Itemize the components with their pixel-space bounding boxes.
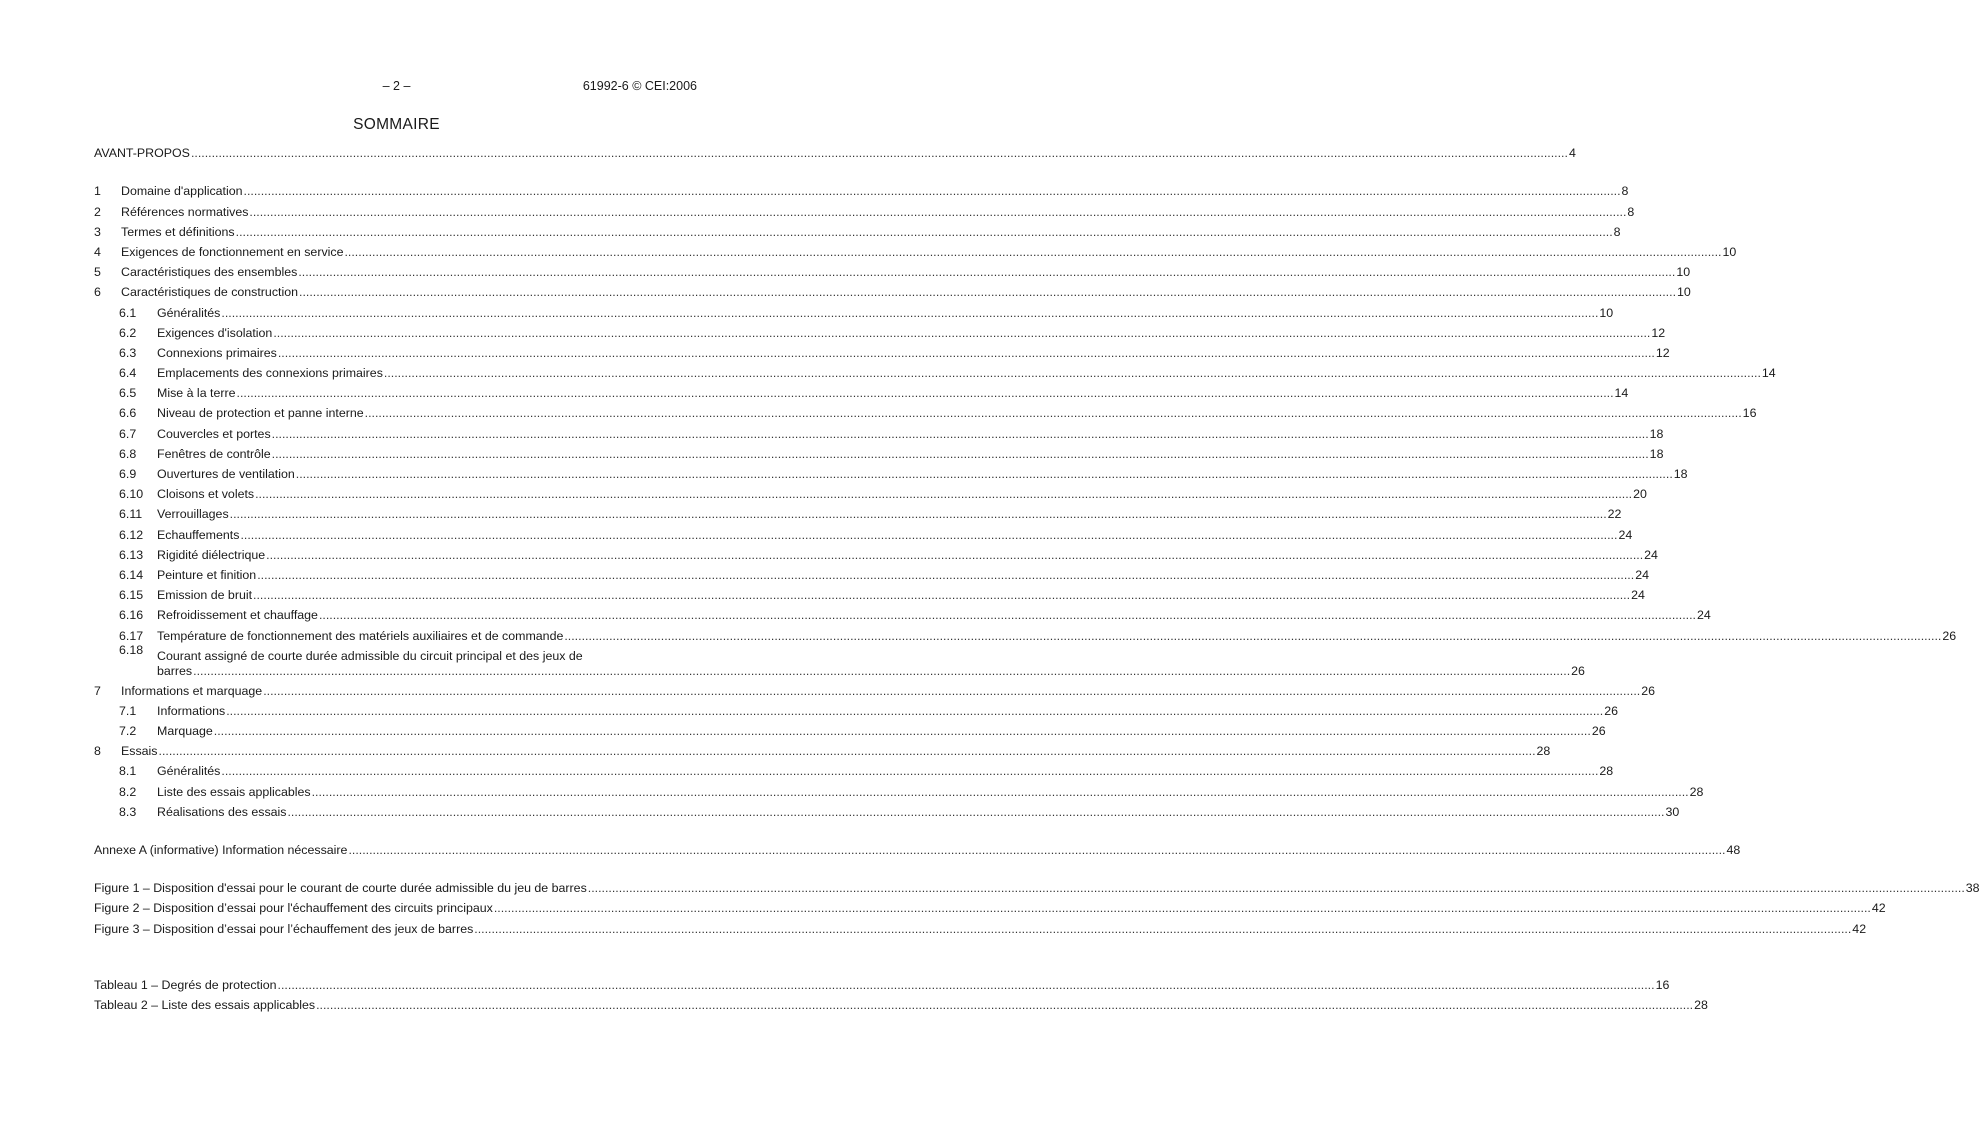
toc-entry-title: Réalisations des essais	[157, 804, 287, 819]
toc-entry-title: Généralités	[157, 305, 221, 320]
toc-entry-title: Tableau 1 – Degrés de protection	[94, 977, 277, 992]
toc-entry-number: 8.3	[119, 804, 137, 819]
toc-leader-dots: ................................................................................................................................................................................................................................................................................................................................................................................................................	[257, 567, 1635, 582]
toc-entry[interactable]	[94, 340, 1670, 360]
toc-entry-number: 6.12	[119, 527, 144, 542]
toc-entry-page: 24	[1618, 527, 1633, 542]
toc-entry-title: Emplacements des connexions primaires	[157, 366, 383, 381]
toc-entry[interactable]	[94, 642, 1585, 678]
toc-leader-dots: ................................................................................................................................................................................................................................................................................................................................................................................................................	[226, 703, 1604, 718]
toc-entry-title: Mise à la terre	[157, 386, 236, 401]
toc-entry[interactable]	[94, 481, 1647, 502]
toc-spacer	[94, 954, 698, 972]
toc-entry-title: Exigences d'isolation	[157, 325, 273, 340]
toc-entry[interactable]	[94, 895, 1886, 916]
toc-entry-title: Emission de bruit	[157, 588, 253, 603]
toc-entry[interactable]	[94, 622, 1957, 643]
toc-entry[interactable]	[94, 360, 1776, 381]
toc-entry-title: Fenêtres de contrôle	[157, 446, 271, 461]
toc-entry-number: 6.16	[119, 608, 144, 623]
toc-entry-title: Verrouillages	[157, 507, 229, 522]
toc-entry-title: Informations	[157, 703, 226, 718]
toc-entry-number: 6.10	[119, 487, 144, 502]
toc-entry[interactable]	[94, 239, 1737, 259]
toc-entry-page: 24	[1644, 547, 1658, 562]
toc-entry-title: Figure 2 – Disposition d’essai pour l'échauffement des circuits principaux	[94, 901, 493, 916]
toc-spacer	[94, 936, 698, 954]
toc-entry-title: Refroidissement et chauffage	[157, 608, 318, 623]
toc-entry-title: Peinture et finition	[157, 567, 257, 582]
toc-entry[interactable]	[94, 441, 1664, 461]
toc-entry-number: 8.2	[119, 784, 137, 799]
toc-entry[interactable]	[94, 320, 1666, 340]
toc-entry[interactable]	[94, 542, 1658, 562]
toc-entry[interactable]	[94, 738, 1551, 759]
toc-entry-number: 6.1	[119, 305, 137, 320]
toc-entry-number: 6.3	[119, 345, 137, 360]
toc-entry-title: Liste des essais applicables	[157, 784, 311, 799]
page-title: SOMMAIRE	[353, 116, 440, 133]
toc-entry-number: 6.9	[119, 467, 137, 481]
toc-entry[interactable]	[94, 562, 1649, 582]
toc-leader-dots: ................................................................................................................................................................................................................................................................................................................................................................................................................	[158, 744, 1536, 759]
toc-entry[interactable]	[94, 602, 1711, 623]
toc-entry-title: Courant assigné de courte durée admissible du circuit principal et des jeux de	[157, 648, 583, 663]
toc-leader-dots: ................................................................................................................................................................................................................................................................................................................................................................................................................	[277, 977, 1655, 992]
toc-spacer	[94, 857, 698, 875]
toc-entry-title: Annexe A (informative) Information nécessaire	[94, 843, 348, 857]
toc-leader-dots: ................................................................................................................................................................................................................................................................................................................................................................................................................	[287, 804, 1665, 819]
toc-entry-page: 28	[1694, 997, 1708, 1012]
toc-leader-dots: ................................................................................................................................................................................................................................................................................................................................................................................................................	[587, 881, 1965, 896]
toc-entry-page: 20	[1633, 487, 1647, 502]
toc-entry-number: 6.18	[119, 642, 144, 657]
toc-leader-dots: ................................................................................................................................................................................................................................................................................................................................................................................................................	[253, 588, 1631, 603]
toc-leader-dots: ................................................................................................................................................................................................................................................................................................................................................................................................................	[318, 608, 1696, 623]
toc-leader-dots: ................................................................................................................................................................................................................................................................................................................................................................................................................	[348, 843, 1726, 857]
toc-leader-dots: ................................................................................................................................................................................................................................................................................................................................................................................................................	[271, 446, 1649, 461]
toc-entry-number: 6.13	[119, 547, 144, 562]
toc-entry-title: Caractéristiques de construction	[121, 285, 298, 300]
toc-entry-title: Couvercles et portes	[157, 426, 271, 441]
toc-entry-page: 8	[1613, 224, 1621, 239]
toc-entry-number: 2	[94, 204, 101, 219]
toc-leader-dots: ................................................................................................................................................................................................................................................................................................................................................................................................................	[493, 901, 1871, 916]
toc-entry-page: 38	[1965, 881, 1980, 896]
toc-entry[interactable]	[94, 837, 1741, 857]
toc-entry-number: 6.15	[119, 588, 144, 603]
toc-entry-number: 1	[94, 184, 101, 199]
toc-entry-number: 5	[94, 265, 101, 280]
toc-entry[interactable]	[94, 582, 1645, 603]
toc-entry[interactable]	[94, 678, 1656, 698]
toc-leader-dots: ................................................................................................................................................................................................................................................................................................................................................................................................................	[249, 204, 1627, 219]
toc-leader-dots: ................................................................................................................................................................................................................................................................................................................................................................................................................	[316, 997, 1694, 1012]
toc-leader-dots: ................................................................................................................................................................................................................................................................................................................................................................................................................	[221, 305, 1599, 320]
toc-leader-dots: ................................................................................................................................................................................................................................................................................................................................................................................................................	[229, 507, 1607, 522]
toc-entry-title: Connexions primaires	[157, 345, 277, 360]
toc-leader-dots: ................................................................................................................................................................................................................................................................................................................................................................................................................	[213, 724, 1591, 739]
toc-entry[interactable]	[94, 718, 1606, 739]
toc-entry-page: 30	[1665, 804, 1680, 819]
toc-leader-dots: ................................................................................................................................................................................................................................................................................................................................................................................................................	[273, 325, 1651, 340]
toc-entry[interactable]	[94, 972, 1670, 992]
toc-entry-page: 24	[1631, 588, 1645, 603]
toc-entry-title: Rigidité diélectrique	[157, 547, 266, 562]
toc-entry-number: 6	[94, 285, 101, 300]
toc-entry-page: 26	[1604, 703, 1618, 718]
toc-entry-page: 12	[1655, 345, 1670, 360]
toc-entry-title: Références normatives	[121, 204, 249, 219]
toc-entry-number: 6.8	[119, 446, 137, 461]
toc-leader-dots: ................................................................................................................................................................................................................................................................................................................................................................................................................	[221, 764, 1599, 779]
toc-entry-page: 14	[1614, 386, 1629, 401]
toc-entry-number: 7.1	[119, 703, 137, 718]
toc-entry-page: 18	[1673, 467, 1688, 481]
toc-entry-title: Essais	[121, 744, 158, 759]
toc-entry-page: 12	[1651, 325, 1666, 340]
toc-entry-number: 6.5	[119, 386, 137, 401]
toc-entry-page: 48	[1726, 843, 1741, 857]
toc-entry-number: 8.1	[119, 764, 137, 779]
toc-entry-page: 42	[1852, 921, 1867, 936]
toc-entry-page: 26	[1571, 663, 1585, 678]
toc-entry[interactable]	[94, 758, 1614, 779]
toc-entry-page: 26	[1591, 724, 1606, 739]
toc-entry[interactable]	[94, 400, 1757, 421]
toc-entry[interactable]	[94, 875, 1980, 896]
toc-leader-dots: ................................................................................................................................................................................................................................................................................................................................................................................................................	[474, 921, 1852, 936]
toc-leader-dots: ................................................................................................................................................................................................................................................................................................................................................................................................................	[564, 628, 1942, 643]
toc-entry-page: 28	[1599, 764, 1614, 779]
toc-entry-title: Cloisons et volets	[157, 487, 255, 502]
toc-leader-dots: ................................................................................................................................................................................................................................................................................................................................................................................................................	[236, 386, 1614, 401]
toc-entry[interactable]	[94, 279, 1691, 300]
toc-entry-page: 18	[1649, 446, 1664, 461]
toc-leader-dots: ................................................................................................................................................................................................................................................................................................................................................................................................................	[193, 663, 1571, 678]
toc-entry-page: 16	[1655, 977, 1670, 992]
toc-leader-dots: ................................................................................................................................................................................................................................................................................................................................................................................................................	[298, 265, 1676, 280]
toc-entry-number: 4	[94, 244, 101, 259]
toc-entry[interactable]	[94, 219, 1621, 239]
toc-entry-title: Ouvertures de ventilation	[157, 467, 295, 481]
toc-leader-dots: ................................................................................................................................................................................................................................................................................................................................................................................................................	[240, 527, 1618, 542]
toc-entry[interactable]	[94, 915, 1867, 936]
toc-entry-number: 7.2	[119, 724, 137, 739]
toc-entry-page: 24	[1635, 567, 1649, 582]
toc-entry-number: 3	[94, 224, 101, 239]
toc-entry-number: 6.17	[119, 628, 144, 643]
toc-entry-number: 6.14	[119, 567, 144, 582]
toc-entry[interactable]	[94, 198, 1635, 219]
toc-entry[interactable]	[94, 799, 1680, 819]
toc-leader-dots: ................................................................................................................................................................................................................................................................................................................................................................................................................	[271, 426, 1649, 441]
toc-entry[interactable]	[94, 178, 1629, 199]
toc-entry-number: 8	[94, 744, 101, 759]
page-number: – 2 –	[382, 79, 411, 93]
toc-entry-number: 7	[94, 683, 101, 698]
toc-entry-title: Exigences de fonctionnement en service	[121, 244, 344, 259]
toc-entry-title: Figure 3 – Disposition d’essai pour l’échauffement des jeux de barres	[94, 921, 474, 936]
toc-entry[interactable]	[94, 992, 1708, 1012]
toc-entry-page: 10	[1676, 265, 1691, 280]
toc-entry[interactable]	[94, 380, 1629, 401]
toc-entry-page: 28	[1689, 784, 1704, 799]
toc-entry-page: 10	[1677, 285, 1691, 300]
toc-entry-title: Tableau 2 – Liste des essais applicables	[94, 997, 316, 1012]
toc-entry-title: Domaine d'application	[121, 184, 243, 199]
toc-leader-dots: ................................................................................................................................................................................................................................................................................................................................................................................................................	[364, 406, 1742, 421]
toc-entry-page: 4	[1568, 146, 1576, 161]
toc-entry-title: Figure 1 – Disposition d'essai pour le courant de courte durée admissible du jeu de barres	[94, 881, 587, 896]
toc-entry[interactable]	[94, 299, 1614, 320]
toc-leader-dots: ................................................................................................................................................................................................................................................................................................................................................................................................................	[295, 467, 1673, 481]
toc-entry-title: Température de fonctionnement des matériels auxiliaires et de commande	[157, 628, 564, 643]
toc-entry-page: 18	[1649, 426, 1664, 441]
toc-entry-page: 10	[1722, 244, 1737, 259]
toc-leader-dots: ................................................................................................................................................................................................................................................................................................................................................................................................................	[243, 184, 1621, 199]
toc-entry[interactable]	[94, 420, 1664, 441]
toc-entry-page: 22	[1607, 507, 1622, 522]
toc-entry[interactable]	[94, 501, 1622, 522]
toc-leader-dots: ................................................................................................................................................................................................................................................................................................................................................................................................................	[311, 784, 1689, 799]
toc-entry-title: AVANT-PROPOS	[94, 146, 190, 161]
toc-entry-number: 6.4	[119, 366, 137, 381]
toc-entry-number: 6.7	[119, 426, 137, 441]
toc-entry[interactable]	[94, 521, 1633, 542]
toc-entry-page: 8	[1627, 204, 1635, 219]
toc-leader-dots: ................................................................................................................................................................................................................................................................................................................................................................................................................	[344, 244, 1722, 259]
document-reference: 61992-6 © CEI:2006	[582, 79, 697, 93]
toc-leader-dots: ................................................................................................................................................................................................................................................................................................................................................................................................................	[277, 345, 1655, 360]
toc-entry-page: 10	[1599, 305, 1614, 320]
toc-entry-page: 24	[1696, 608, 1711, 623]
toc-spacer	[94, 819, 698, 837]
toc-leader-dots: ................................................................................................................................................................................................................................................................................................................................................................................................................	[255, 487, 1633, 502]
toc-leader-dots: ................................................................................................................................................................................................................................................................................................................................................................................................................	[263, 683, 1641, 698]
toc-entry-title: Echauffements	[157, 527, 240, 542]
toc-spacer	[94, 160, 698, 178]
toc-leader-dots: ................................................................................................................................................................................................................................................................................................................................................................................................................	[299, 285, 1677, 300]
toc-entry[interactable]	[94, 140, 1576, 161]
toc-entry-title: Informations et marquage	[121, 683, 263, 698]
toc-entry-title: Marquage	[157, 724, 213, 739]
toc-entry-page: 28	[1536, 744, 1551, 759]
toc-entry-title-continued: barres	[157, 663, 193, 678]
table-of-contents	[94, 140, 1980, 1012]
toc-entry-title: Niveau de protection et panne interne	[157, 406, 364, 421]
toc-entry-number: 6.6	[119, 406, 137, 421]
toc-entry-page: 8	[1621, 184, 1629, 199]
toc-entry-page: 14	[1761, 366, 1776, 381]
toc-entry-title: Généralités	[157, 764, 221, 779]
toc-entry-page: 16	[1742, 406, 1757, 421]
toc-leader-dots: ................................................................................................................................................................................................................................................................................................................................................................................................................	[383, 366, 1761, 381]
toc-entry[interactable]	[94, 698, 1618, 718]
toc-entry-title: Caractéristiques des ensembles	[121, 265, 298, 280]
toc-leader-dots: ................................................................................................................................................................................................................................................................................................................................................................................................................	[266, 547, 1644, 562]
toc-entry[interactable]	[94, 259, 1691, 280]
toc-leader-dots: ................................................................................................................................................................................................................................................................................................................................................................................................................	[190, 146, 1568, 161]
toc-entry-number: 6.11	[119, 507, 143, 522]
toc-entry-title: Termes et définitions	[121, 224, 235, 239]
toc-entry-page: 26	[1641, 683, 1656, 698]
toc-entry[interactable]	[94, 461, 1688, 481]
toc-entry-number: 6.2	[119, 325, 137, 340]
toc-entry-page: 42	[1871, 901, 1886, 916]
toc-entry-page: 26	[1942, 628, 1957, 643]
toc-entry[interactable]	[94, 778, 1704, 799]
toc-leader-dots: ................................................................................................................................................................................................................................................................................................................................................................................................................	[235, 224, 1613, 239]
